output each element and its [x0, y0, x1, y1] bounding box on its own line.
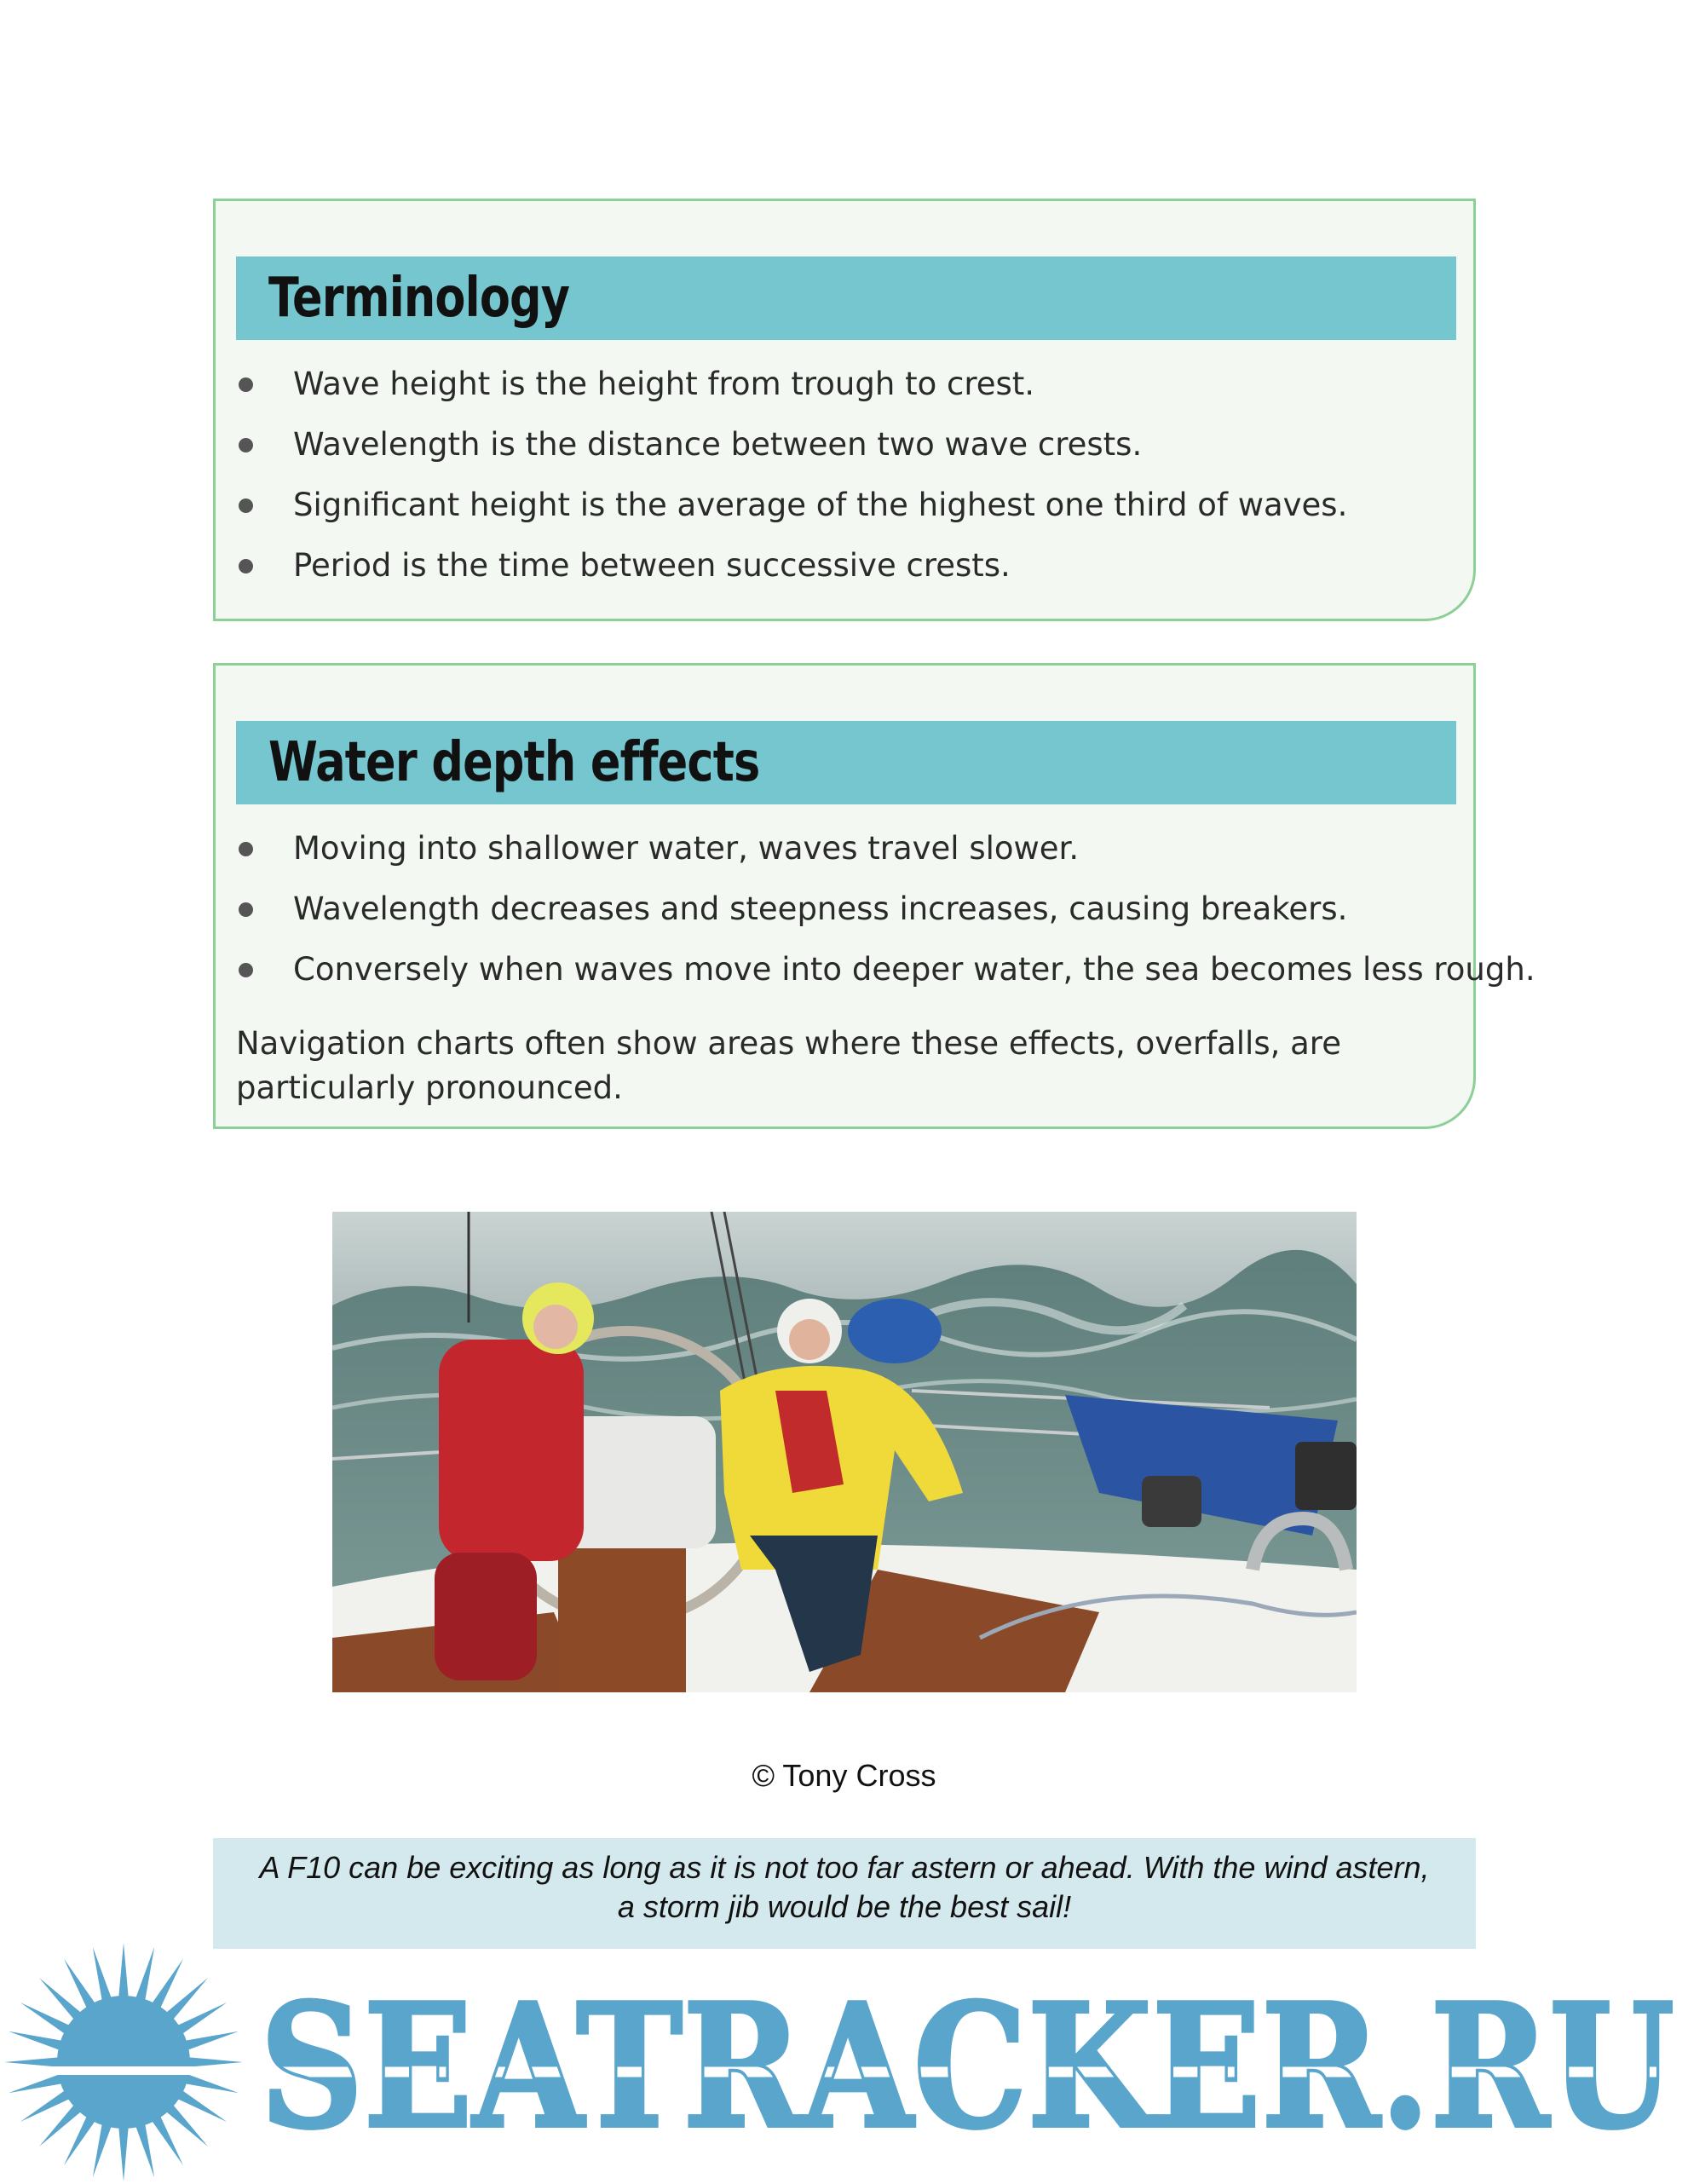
- list-item-text: Wavelength decreases and steepness increases, causing breakers.: [293, 890, 1348, 927]
- terminology-box: [213, 199, 1476, 621]
- bullet-icon: [239, 902, 253, 917]
- list-item-text: Period is the time between successive crests.: [293, 547, 1011, 584]
- bullet-icon: [239, 963, 253, 977]
- sun-ray: [183, 2057, 243, 2068]
- list-item: [236, 545, 1463, 605]
- list-item: [236, 363, 1463, 424]
- water-depth-note: Navigation charts often show areas where these effects, overfalls, are particularly pronounced.: [236, 1025, 1341, 1106]
- bullet-icon: [239, 559, 253, 573]
- terminology-header: [236, 256, 1456, 340]
- sun-ray: [4, 2057, 64, 2068]
- list-item: [236, 888, 1463, 948]
- terminology-list: [236, 363, 1463, 605]
- bullet-icon: [239, 438, 253, 452]
- terminology-title: Terminology: [268, 267, 570, 330]
- water-depth-box: [213, 663, 1535, 1129]
- list-item-text: Wave height is the height from trough to crest.: [293, 366, 1035, 402]
- bullet-icon: [239, 842, 253, 856]
- list-item: [236, 827, 1463, 888]
- list-item-text: Significant height is the average of the highest one third of waves.: [293, 487, 1348, 523]
- sun-ray: [118, 2122, 130, 2181]
- list-item: [236, 484, 1463, 545]
- photo-credit: © Tony Cross: [752, 1758, 936, 1793]
- water-depth-title: Water depth effects: [268, 731, 760, 794]
- list-item-text: Moving into shallower water, waves travel slower.: [293, 830, 1080, 867]
- water-depth-header: [236, 721, 1456, 804]
- watermark-logo-text: [260, 1968, 1683, 2156]
- bullet-icon: [239, 377, 253, 392]
- watermark-text: SEATRACKER.RU: [260, 1968, 1674, 2156]
- list-item: [236, 424, 1463, 484]
- water-depth-list: [236, 827, 1535, 1009]
- sun-logo-icon: [0, 1939, 247, 2184]
- bullet-icon: [239, 498, 253, 513]
- list-item: [236, 948, 1535, 1009]
- sailing-photo: [332, 1212, 1357, 1692]
- caption-text: A F10 can be exciting as long as it is not too far astern or ahead. With the wind astern, a storm jib would be the best sail!: [259, 1850, 1430, 1924]
- list-item-text: Conversely when waves move into deeper water, the sea becomes less rough.: [293, 951, 1535, 988]
- sun-ray: [118, 1943, 130, 2002]
- list-item-text: Wavelength is the distance between two wave crests.: [293, 426, 1143, 463]
- caption-box: [213, 1838, 1476, 1949]
